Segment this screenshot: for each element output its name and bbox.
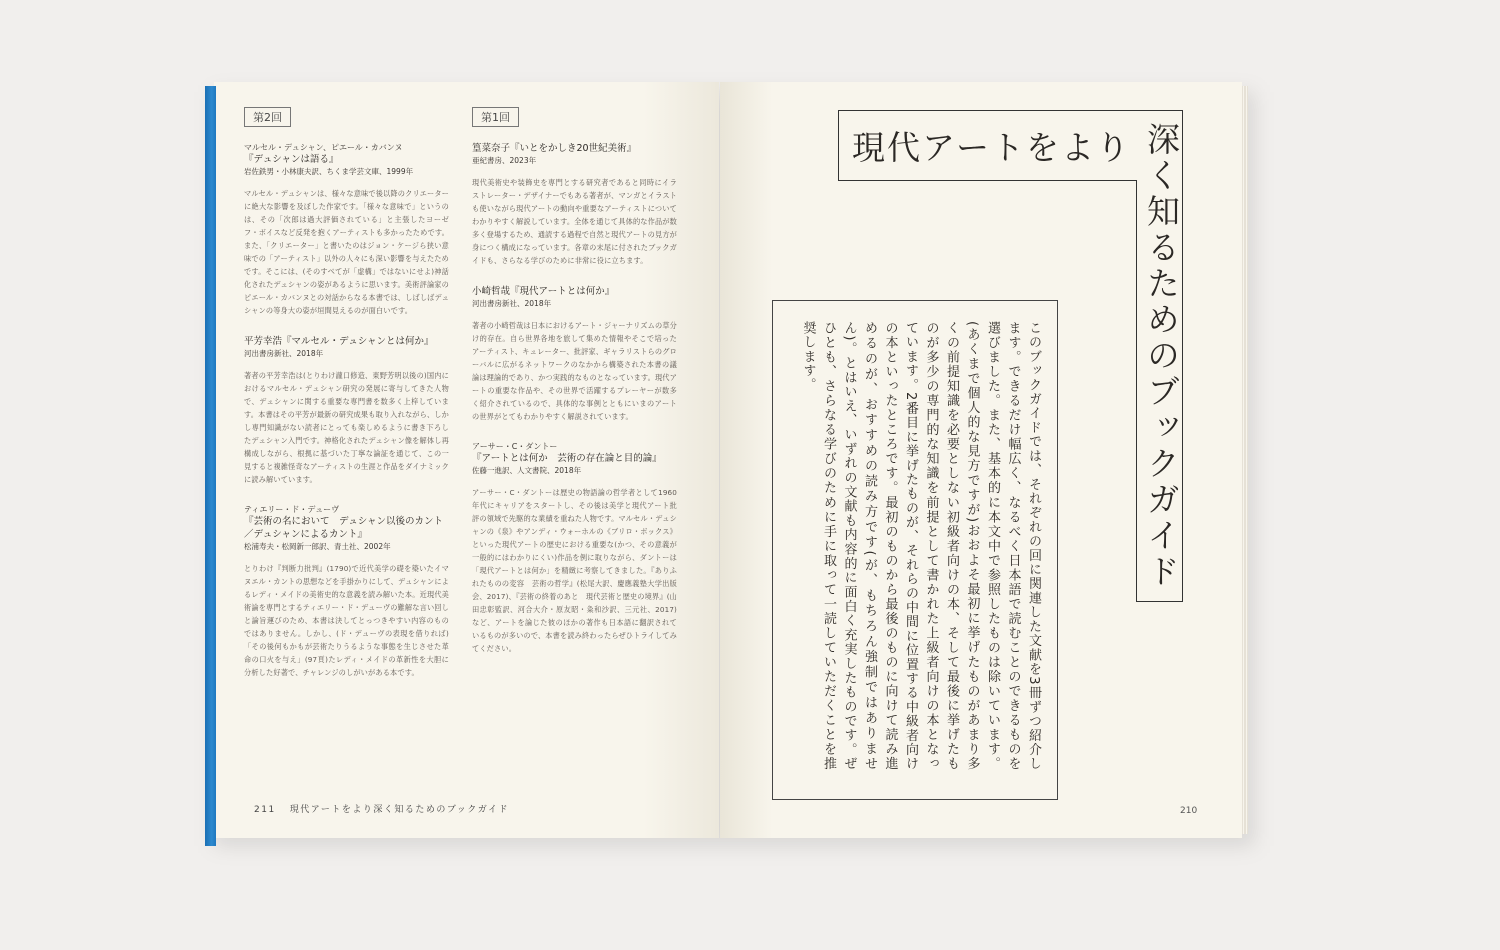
entry-publisher: 岩佐鉄男・小林康夫訳、ちくま学芸文庫、1999年	[244, 167, 414, 176]
column-round-1	[472, 106, 677, 673]
entry-author: マルセル・デュシャン、ピエール・カバンヌ	[244, 143, 403, 152]
page-number: 211	[254, 805, 276, 815]
entry-title: 『芸術の名において デュシャン以後のカント／デュシャンによるカント』	[244, 516, 444, 540]
page-number: 210	[1180, 806, 1198, 816]
column-round-2	[244, 106, 449, 697]
round-label: 第1回	[472, 107, 519, 127]
entry-title: 『アートとは何か 芸術の存在論と目的論』	[472, 453, 662, 464]
entry-title: 平芳幸浩『マルセル・デュシャンとは何か』	[244, 336, 434, 347]
left-page-footer	[254, 802, 523, 815]
entry-publisher: 松浦寿夫・松岡新一郎訳、青土社、2002年	[244, 542, 391, 551]
entry-publisher: 河出書房新社、2018年	[472, 299, 552, 308]
intro-text: このブックガイドでは、それぞれの回に関連した文献を3冊ずつ紹介します。できるだけ幅広く、なるべく日本語で読むことのできるものを選びました。また、基本的に本文中で参照したものは除いています。(あくまで個人的な見方ですが)おおよそ最初に挙げたものがあまり多くの前提知識を必要としない初級者向けの本、そして最後に挙げたものが多少の専門的な知識を前提として書かれた上級者向けの本となっています。2番目に挙げたものが、それらの中間に位置する中級者向けの本といったところです。最初のものから最後のものに向けて読み進めるのが、おすすめの読み方です(が、もちろん強制ではありません)。とはいえ、いずれの文献も内容的に面白く充実したものです。ぜひとも、さらなる学びのために手に取って一読していただくことを推奨します。	[800, 321, 1041, 771]
round-label: 第2回	[244, 107, 291, 127]
book-entry	[472, 142, 677, 267]
entry-body: 現代美術史や装飾史を専門とする研究者であると同時にイラストレーター・デザイナーでもある著者が、マンガとイラストも使いながら現代アートの動向や重要なアーティストについてわかりやすく解説しています。全体を通じて具体的な作品が数多く登場するため、通読する過程で自然と現代アートの見方が身につく構成になっています。各章の末尾に付されたブックガイドも、さらなる学びのために非常に役に立ちます。	[472, 178, 677, 265]
entry-title: 篁菜奈子『いとをかしき20世紀美術』	[472, 143, 637, 154]
entry-publisher: 河出書房新社、2018年	[244, 349, 324, 358]
entry-title: 『デュシャンは語る』	[244, 154, 339, 165]
entry-publisher: 亜紀書房、2023年	[472, 156, 537, 165]
entry-body: 著者の小崎哲哉は日本におけるアート・ジャーナリズムの草分け的存在。自ら世界各地を旅して集めた情報やそこで培ったアーティスト、キュレーター、批評家、ギャラリストらのグローバルに広がるネットワークのなかから構築された本書の議論は理論的であり、かつ実践的なものとなっています。現代アートの重要な作品や、その世界で活躍するプレーヤーが数多く紹介されているので、具体的な事例とともにいまのアートの世界がとてもわかりやすく解説されています。	[472, 321, 677, 421]
page-title-horizontal: 現代アートをより	[852, 128, 1132, 167]
entry-body: マルセル・デュシャンは、様々な意味で後以降のクリエーターに絶大な影響を及ぼした作家です。「様々な意味で」というのは、その「次郎は過大評価されている」と主張したヨーゼフ・ボイスなど反発を抱くアーティストも多かったためです。また、「クリエーター」と書いたのはジョン・ケージら狭い意味での「アーティスト」以外の人々にも深い影響を与えたためです。そこには、(そのすべてが「虚構」ではないにせよ)神話化されたデュシャンの姿があるように思います。美術評論家のピエール・カバンヌとの対話からなる本書では、しばしばデュシャンの等身大の姿が垣間見えるのが面白いです。	[244, 189, 449, 315]
intro-box	[772, 300, 1058, 800]
spine-accent-stripe	[205, 86, 216, 846]
page-title-vertical: 深く知るためのブックガイド	[1142, 122, 1181, 590]
book-entry	[472, 285, 677, 423]
entry-publisher: 佐藤一進訳、人文書院、2018年	[472, 466, 582, 475]
entry-title: 小崎哲哉『現代アートとは何か』	[472, 286, 615, 297]
entry-body: とりわけ『判断力批判』(1790)で近代美学の礎を築いたイマヌエル・カントの思想などを手掛かりにして、デュシャンによるレディ・メイドの美術史的な意義を読み解いた本。近現代美術論を専門とするティエリー・ド・デューヴの難解な言い回しと論旨運びのため、本書は決してとっつきやすい内容のものではありません。しかし、(ド・デューヴの表現を借りれば)「その後何もかもが芸術たりうるような事態を生じさせた革命の口火を与え」(97頁)たレディ・メイドの革新性を大胆に分析した好著で、チャレンジのしがいがある本です。	[244, 564, 449, 677]
book-entry	[244, 335, 449, 486]
entry-body: 著者の平芳幸浩は(とりわけ瀧口修造、東野芳明以後の)国内におけるマルセル・デュシャン研究の発展に寄与してきた人物で、デュシャンに関する重要な専門書を数多く上梓しています。本書はその平芳が最新の研究成果も取り入れながら、しかし専門知識がない読者にとっても楽しめるように書き下ろしたデュシャン入門です。神格化されたデュシャン像を解体し再構成しながら、根拠に基づいた丁寧な論証を通じて、この一見すると複雑怪奇なアーティストの生涯と作品をダイナミックに読み解いています。	[244, 371, 449, 484]
entry-author: アーサー・C・ダントー	[472, 442, 558, 451]
book-entry	[244, 142, 449, 317]
book-entry	[472, 441, 677, 655]
running-title: 現代アートをより深く知るためのブックガイド	[289, 805, 510, 815]
entry-body: アーサー・C・ダントーは歴史の物語論の哲学者として1960年代にキャリアをスタートし、その後は美学と現代アート批評の領域で先駆的な業績を重ねた人物です。マルセル・デュシャンの《泉》やアンディ・ウォーホルの《ブリロ・ボックス》といった現代アートの歴史における重要な(かつ、その意義が一般的にはわかりにくい)作品を例に取りながら、ダントーは「現代アートとは何か」を精緻に考察してきました。『ありふれたものの変容 芸術の哲学』(松尾大訳、慶應義塾大学出版会、2017)、『芸術の終着のあと 現代芸術と歴史の境界』(山田忠彰監訳、河合大介・原友昭・粂和沙訳、三元社、2017)など、アートを論じた彼のほかの著作も日本語に翻訳されているものが多いので、本書を読み終わったらぜひトライしてみてください。	[472, 488, 677, 653]
left-page	[214, 82, 719, 838]
right-page	[720, 82, 1242, 838]
book-entry	[244, 504, 449, 679]
entry-author: ティエリー・ド・デューヴ	[244, 505, 340, 514]
